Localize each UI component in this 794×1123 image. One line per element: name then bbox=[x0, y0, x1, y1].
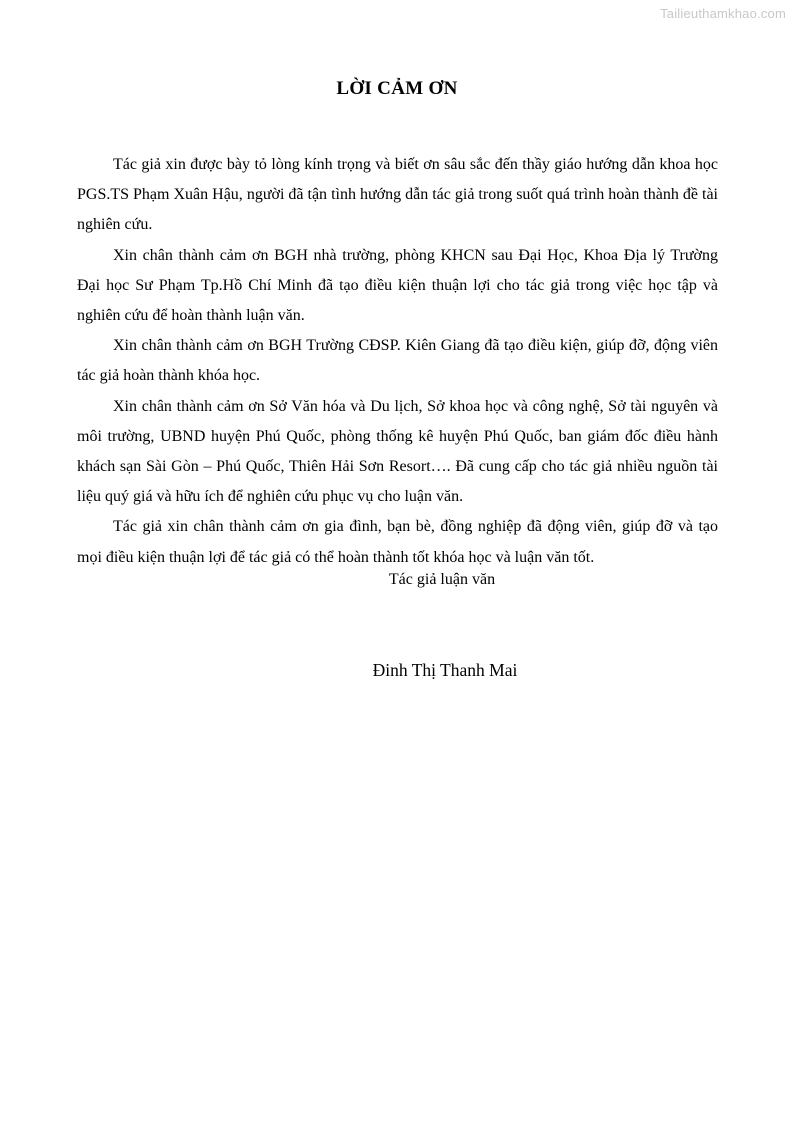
author-name: Đinh Thị Thanh Mai bbox=[372, 660, 518, 680]
page-title: LỜI CẢM ƠN bbox=[336, 78, 458, 99]
signature-label: Tác giả luận văn bbox=[388, 571, 496, 588]
paragraph-advisor-thanks: Tác giả xin được bày tỏ lòng kính trọng và biết ơn sâu sắc đến thầy giáo hướng dẫn khoa học PGS.TS Phạm Xuân Hậu, người đã tận tình hướng dẫn tác giả trong suốt quá trình hoàn thành đề tài nghiên cứu. bbox=[77, 156, 718, 234]
watermark-text: Tailieuthamkhao.com bbox=[660, 6, 786, 21]
paragraph-university-thanks: Xin chân thành cảm ơn BGH nhà trường, phòng KHCN sau Đại Học, Khoa Địa lý Trường Đại học Sư Phạm Tp.Hồ Chí Minh đã tạo điều kiện thuận lợi cho tác giả trong việc học tập và nghiên cứu để hoàn thành luận văn. bbox=[77, 246, 718, 325]
paragraph-agencies-thanks: Xin chân thành cảm ơn Sở Văn hóa và Du lịch, Sở khoa học và công nghệ, Sở tài nguyên và môi trường, UBND huyện Phú Quốc, phòng thống kê huyện Phú Quốc, ban giám đốc điều hành khách sạn Sài Gòn – Phú Quốc, Thiên Hải Sơn Resort…. Đã cung cấp cho tác giả nhiều nguồn tài liệu quý giá và hữu ích để nghiên cứu phục vụ cho luận văn. bbox=[77, 397, 718, 506]
paragraph-family-thanks: Tác giả xin chân thành cảm ơn gia đình, bạn bè, đồng nghiệp đã động viên, giúp đỡ và tạo mọi điều kiện thuận lợi để tác giả có thể hoàn thành tốt khóa học và luận văn tốt. bbox=[77, 518, 718, 566]
paragraph-college-thanks: Xin chân thành cảm ơn BGH Trường CĐSP. Kiên Giang đã tạo điều kiện, giúp đỡ, động viên tác giả hoàn thành khóa học. bbox=[77, 337, 718, 385]
acknowledgement-body bbox=[77, 150, 718, 573]
